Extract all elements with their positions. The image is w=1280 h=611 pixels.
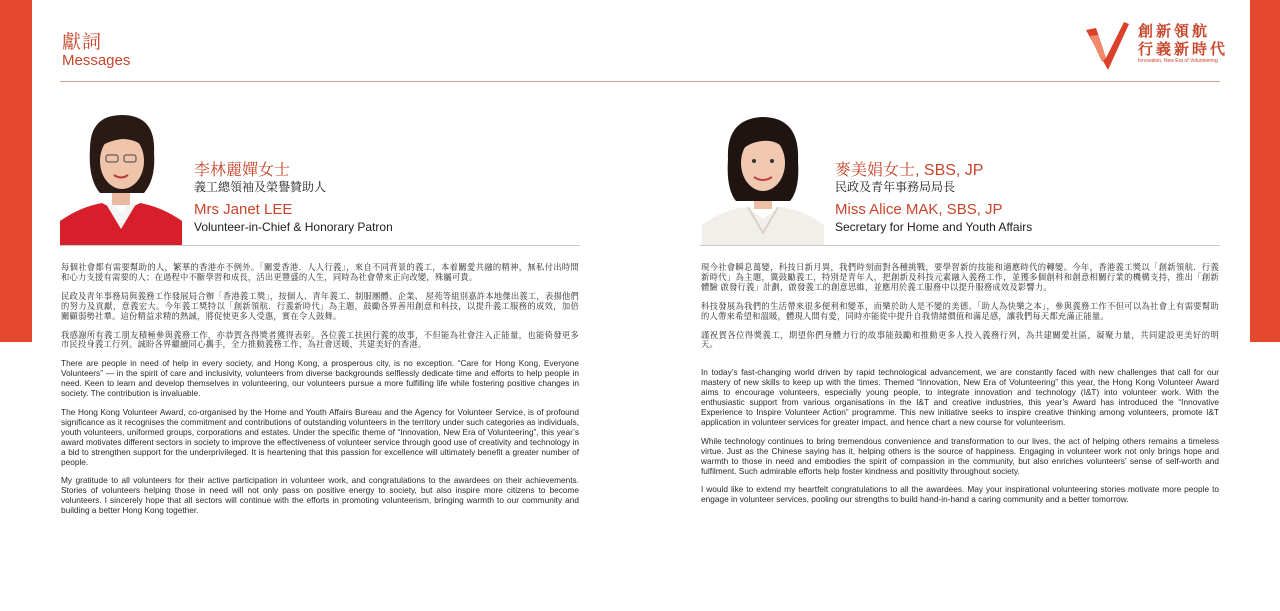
campaign-logo	[1084, 16, 1229, 72]
left-paragraph-zh-1: 每個社會都有需要幫助的人，繁華的香港亦不例外。「關愛香港．人人行義」，來自不同背景的義工，本着關愛共融的精神，無私付出時間和心力支援有需要的人；在過程中不斷學習和成長，活出更豐盛的人生，同時為社會帶來正向改變，殊屬可貴。	[61, 262, 579, 282]
right-divider	[700, 245, 1220, 246]
right-red-band	[1250, 0, 1280, 342]
page-title-zh: 獻詞	[62, 32, 103, 53]
portrait-image-icon	[60, 109, 182, 245]
left-name-en: Mrs Janet LEE	[194, 201, 293, 218]
portrait-alice-mak	[702, 109, 824, 245]
right-paragraph-en-1: In today’s fast-changing world driven by rapid technological advancement, we are constantly faced with new challenges that call for our mastery of new skills to keep up with the times. Themed “Innovation, New Era of Volunteering” this year, the Hong Kong Volunteer Award aims to encourage volunteers, especially young people, to integrate innovation and technology (I&T) into volunteer work. With the enthusiastic support from various organisations in the I&T and creative industries, this year’s Award has introduced the “Innovative Experience to Inspire Volunteer Action” programme. This new initiative seeks to inspire creative thinking among volunteers, promote I&T application in volunteer services for greater impact, and hence chart a new course for volunteerism.	[701, 367, 1219, 427]
left-paragraph-en-1: There are people in need of help in every society, and Hong Kong, a prosperous city, is no exception. “Care for Hong Kong, Everyone Volunteers” — in the spirit of care and inclusivity, volunteers from diverse backgrounds selflessly dedicate time and efforts to help people in need. Keen to learn and develop themselves in volunteering, our volunteers pursue a more fulfilling life while fostering positive changes in society. The contribution is invaluable.	[61, 358, 579, 399]
v-check-logo-icon	[1084, 18, 1130, 72]
right-name-en: Miss Alice MAK, SBS, JP	[835, 201, 1003, 218]
left-role-zh: 義工總領袖及榮譽贊助人	[194, 180, 327, 194]
left-divider	[60, 245, 580, 246]
logo-text-en: Innovation, New Era of Volunteering	[1138, 58, 1218, 64]
header-divider	[60, 81, 1220, 82]
portrait-janet-lee	[60, 109, 182, 245]
right-paragraph-zh-2: 科技發展為我們的生活帶來很多便利和變革，而樂於助人是不變的美德。「助人為快樂之本」，參與義務工作不但可以為社會上有需要幫助的人帶來希望和溫暖，體現人間有愛，同時亦能從中提升自我情緒價值和滿足感，讓我們每天都充滿正能量。	[701, 300, 1219, 321]
right-name-zh: 麥美娟女士, SBS, JP	[835, 162, 984, 179]
left-red-band	[0, 0, 32, 342]
logo-text-zh-line2: 行義新時代	[1138, 41, 1229, 58]
left-paragraph-zh-2: 民政及青年事務局與義務工作發展局合辦「香港義工獎」，按個人、青年義工、制服團體、企業、 屋苑等組別嘉許本地傑出義工，表揚他們的努力及貢獻，意義宏大。今年義工獎特以「創新領航．行義新時代」為主題，鼓勵各界善用創意和科技，以提升義工服務的成效，加倍關顧弱勢社羣。這份精益求精的熱誠，將促使更多人受惠，實在令人鼓舞。	[61, 290, 579, 321]
left-paragraph-zh-3: 我感謝所有義工朋友積極參與義務工作，亦恭賀各得獎者獲得表彰。各位義工扶困行義的故事，不但能為社會注入正能量，也能倚發更多市民投身義工行列。誠盼各界繼續同心攜手，全力推動義務工作，為社會送暖，共建美好的香港。	[61, 329, 579, 350]
left-message-body	[61, 263, 579, 525]
right-paragraph-zh-1: 現今社會瞬息萬變，科技日新月異，我們時刻面對各種挑戰，要學習新的技能和適應時代的轉變。今年，香港義工獎以「創新領航．行義新時代」為主題，冀鼓勵義工，特別是青年人，把創新及科技元素融入義務工作，並獲多個創科和創意相關行業的機構支持，推出「創新體驗 啟發行義」計劃，啟發義工的創意思維，並應用於義工服務中以提升服務成效及影響力。	[701, 262, 1219, 292]
right-role-zh: 民政及青年事務局局長	[835, 180, 956, 194]
left-paragraph-en-3: My gratitude to all volunteers for their active participation in volunteer work, and congratulations to the awardees on their achievements. Stories of volunteers helping those in need will not only pass on positive energy to society, but also inspire more citizens to become volunteers. I sincerely hope that all sectors will continue with the efforts in promoting volunteerism, bringing warmth to our community and building a better Hong Kong together.	[61, 475, 579, 516]
right-paragraph-zh-3: 謹祝賀各位得獎義工，期望你們身體力行的故事能鼓勵和推動更多人投入義務行列，為共建關愛社區，凝聚力量，共同建設更美好的明天。	[701, 329, 1219, 350]
right-paragraph-en-2: While technology continues to bring tremendous convenience and transformation to our lives, the act of helping others remains a timeless virtue. Just as the Chinese saying has it, helping others is the source of happiness. Engaging in volunteer work not only brings hope and warmth to those in need and embodies the spirit of compassion in the community, but also enriches volunteers’ sense of self-worth and fulfilment. Such admirable efforts help foster kindness and positivity throughout society.	[701, 435, 1219, 476]
page-title-en: Messages	[62, 52, 131, 69]
left-role-en: Volunteer-in-Chief & Honorary Patron	[194, 220, 393, 234]
right-role-en: Secretary for Home and Youth Affairs	[835, 220, 1033, 234]
left-paragraph-en-2: The Hong Kong Volunteer Award, co-organised by the Home and Youth Affairs Bureau and the Agency for Volunteer Service, is of profound significance as it recognises the commitment and contributions of outstanding volunteers in the territory under such categories as individuals, youth volunteers, uniformed groups, corporations and estates. Under the specific theme of “Innovation, New Era of Volunteering”, this year’s award motivates different sectors in society to improve the effectiveness of volunteer service through good use of creativity and technology in a bid to strengthen support for the underprivileged. It is heartening that this passion for excellence will ultimately benefit a greater number of people.	[61, 406, 579, 467]
logo-text-zh-line1: 創新領航	[1138, 23, 1211, 40]
left-name-zh: 李林麗嬋女士	[194, 162, 291, 179]
right-paragraph-en-3: I would like to extend my heartfelt congratulations to all the awardees. May your inspirational volunteering stories motivate more people to engage in volunteer services, pooling our strengths to build hand-in-hand a caring community and a better tomorrow.	[701, 484, 1219, 505]
portrait-image-icon	[702, 109, 824, 245]
right-message-body	[701, 263, 1219, 514]
